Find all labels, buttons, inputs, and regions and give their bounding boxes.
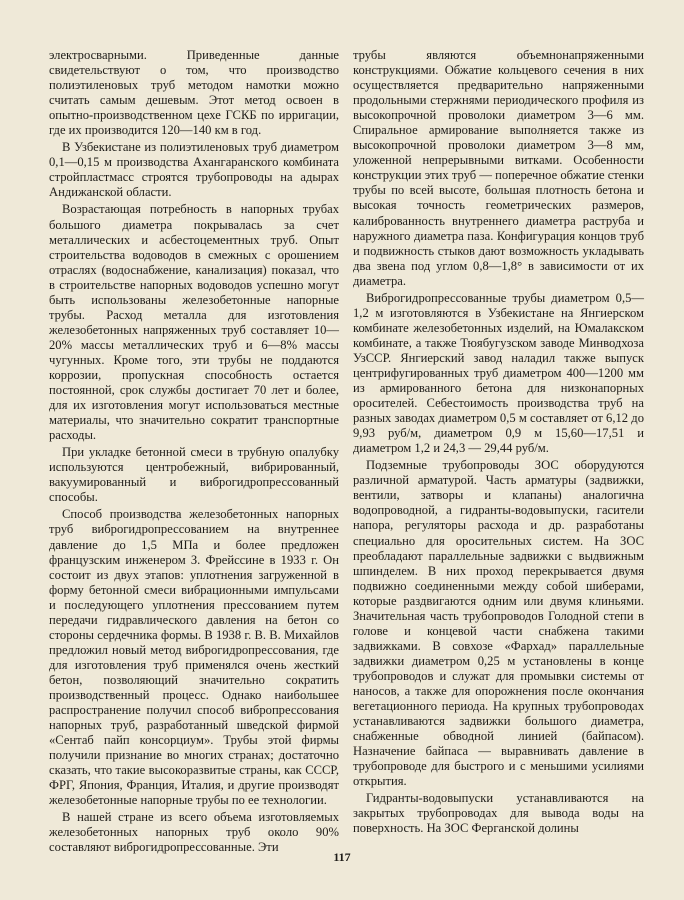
paragraph: Виброгидропрессованные трубы диаметром 0,5—1,2 м изготовляются в Узбекистане на Янгиерском комбинате железобетонных изделий, на Юмалакском комбинате, а также Тюябугузском заводе Минводхоза УзССР. Янгиерский завод наладил также выпуск центрифугированных труб диаметром 400—1200 мм из армированного бетона для низконапорных оросителей. Себестоимость производства труб на разных заводах диаметром 0,5 м составляет от 6,12 до 9,93 руб/м, диаметром 0,9 м 15,60—17,51 и диаметром 1,2 и 24,3 — 29,44 руб/м. [353,290,644,456]
paragraph: Подземные трубопроводы ЗОС оборудуются различной арматурой. Часть арматуры (задвижки, вентили, затворы и клапаны) аналогична водопроводной, а гидранты-водовыпуски, гасители напора, регуляторы расхода и др. разработаны специально для оросительных систем. На ЗОС преобладают параллельные задвижки с выдвижным шпинделем. В них проход перекрывается двумя подвижно соединенными между собой шиберами, которые раздвигаются одним или двумя клиньями. Значительная часть трубопроводов Голодной степи в голове и концевой части снабжена такими задвижками. В совхозе «Фархад» параллельные задвижки диаметром 0,25 м установлены в конце трубопроводов и служат для промывки системы от наносов, а также для опорожнения после окончания вегетационного периода. На крупных трубопроводах устанавливаются задвижки большого диаметра, снабженные обводной линией (байпасом). Назначение байпаса — выравнивать давление в трубопроводе для быстрого и с меньшими усилиями открытия. [353,458,644,789]
paragraph: трубы являются объемнонапряженными конструкциями. Обжатие кольцевого сечения в них осуществляется предварительно напряженными продольными стержнями периодического профиля из высокопрочной проволоки диаметром 3—6 мм. Спиральное армирование выполняется также из высокопрочной проволоки диаметром 3—8 мм, уложенной непрерывными витками. Особенности конструкции этих труб — поперечное обжатие стенки трубы по всей высоте, большая плотность бетона и высокая точность геометрических размеров, калиброванность внутреннего диаметра раструба и наружного диаметра паза. Конфигурация концов труб и подвижность стыков дают возможность укладывать два звена под углом 0,8—1,8° в зависимости от их диаметра. [353,48,644,288]
page-number: 117 [333,850,351,864]
paragraph: Гидранты-водовыпуски устанавливаются на закрытых трубопроводах для вывода воды на поверхность. На ЗОС Ферганской долины [353,791,644,836]
left-column [49,48,339,855]
right-column [353,48,644,836]
paragraph: При укладке бетонной смеси в трубную опалубку используются центробежный, вибрированный, вакуумированный и виброгидропрессованный способы. [49,445,339,505]
paragraph: Возрастающая потребность в напорных трубах большого диаметра покрывалась за счет металлических и асбестоцементных труб. Опыт строительства водоводов в смежных с орошением отраслях (водоснабжение, канализация) показал, что в строительстве напорных водоводов успешно могут быть использованы железобетонные напорные трубы. Расход металла для изготовления железобетонных напряженных труб составляет 10—20% массы металлических труб и 6—8% массы чугунных. Кроме того, эти трубы не поддаются коррозии, пропускная способность остается постоянной, срок службы достигает 70 лет и более, для их изготовления могут использоваться местные материалы, что значительно сократит транспортные расходы. [49,202,339,443]
paragraph: электросварными. Приведенные данные свидетельствуют о том, что производство полиэтиленовых труб методом намотки можно считать самым дешевым. Этот метод освоен в опытно-производственном цехе ГСКБ по ирригации, где их производится 120—140 км в год. [49,48,339,138]
paragraph: В нашей стране из всего объема изготовляемых железобетонных напорных труб около 90% составляют виброгидропрессованные. Эти [49,810,339,855]
paragraph: Способ производства железобетонных напорных труб виброгидропрессованием на внутреннее давление до 1,5 МПа и более предложен французским инженером З. Фрейссине в 1933 г. Он состоит из двух этапов: уплотнения загруженной в форму бетонной смеси вибрационными импульсами и последующего уплотнения прессованием путем передачи гидравлического давления на бетон со стороны сердечника формы. В 1938 г. В. В. Михайлов предложил новый метод виброгидропрессования, где для изготовления труб применялся очень жесткий бетон, позволяющий значительно сократить производственный процесс. Однако наибольшее распространение получил способ вибропрессования напорных труб, разработанный шведской фирмой «Сентаб пайп консорциум». Трубы этой фирмы получили признание во многих странах; достаточно сказать, что такие высокоразвитые страны, как СССР, ФРГ, Япония, Франция, Италия, и другие производят железобетонные напорные трубы по ее технологии. [49,507,339,808]
paragraph: В Узбекистане из полиэтиленовых труб диаметром 0,1—0,15 м производства Ахангаранского комбината стройпластмасс строятся трубопроводы на адырах Андижанской области. [49,140,339,200]
